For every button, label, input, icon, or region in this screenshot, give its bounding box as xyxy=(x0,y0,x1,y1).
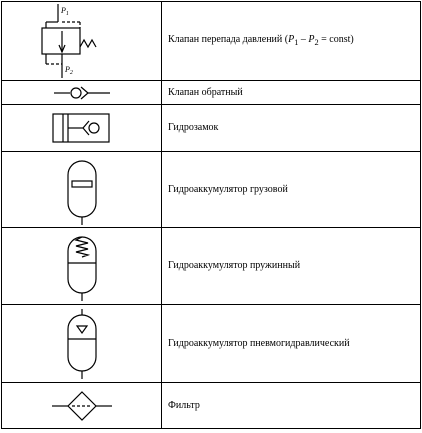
table-row xyxy=(2,2,421,81)
table-row xyxy=(2,105,421,152)
check-valve-icon xyxy=(52,82,112,104)
description-cell xyxy=(162,305,421,383)
description-cell xyxy=(162,105,421,152)
symbol-cell xyxy=(2,152,162,228)
symbols-table xyxy=(1,1,421,429)
spring-accumulator-icon xyxy=(62,229,102,303)
symbol-label-p1: $P_1$ xyxy=(60,6,69,17)
symbol-cell xyxy=(2,228,162,305)
symbol-cell xyxy=(2,105,162,152)
symbol-label-p2: $P_2$ xyxy=(64,65,73,76)
description-cell xyxy=(162,2,421,81)
row-label: Клапан обратный xyxy=(168,86,243,98)
symbol-cell xyxy=(2,2,162,81)
row-label: Гидроаккумулятор грузовой xyxy=(168,183,288,195)
table-row xyxy=(2,152,421,228)
table-row xyxy=(2,81,421,105)
p1-subscript: 1 xyxy=(294,38,299,47)
description-cell xyxy=(162,81,421,105)
p1-symbol: P xyxy=(288,34,295,45)
pressure-difference-valve-icon xyxy=(32,2,132,80)
hydraulic-lock-icon xyxy=(51,108,113,148)
row-label: Гидрозамок xyxy=(168,122,219,133)
symbol-cell xyxy=(2,81,162,105)
label-prefix: Клапан перепада давлений ( xyxy=(168,34,289,45)
row-label: Гидроаккумулятор пружинный xyxy=(168,260,301,271)
pneumohydraulic-accumulator-icon xyxy=(62,307,102,381)
symbol-cell xyxy=(2,305,162,383)
table-row xyxy=(2,383,421,429)
p2-symbol: P xyxy=(308,34,315,45)
filter-icon xyxy=(50,386,114,426)
description-cell xyxy=(162,383,421,429)
description-cell xyxy=(162,152,421,228)
weight-accumulator-icon xyxy=(62,153,102,227)
row-label: Гидроаккумулятор пневмогидравлический xyxy=(168,337,350,349)
table-row xyxy=(2,228,421,305)
p2-subscript: 2 xyxy=(314,38,319,47)
minus-sign: – xyxy=(298,34,309,45)
symbol-cell xyxy=(2,383,162,429)
description-cell xyxy=(162,228,421,305)
label-suffix: = const) xyxy=(318,34,354,45)
row-label: Фильтр xyxy=(168,399,200,411)
table-row xyxy=(2,305,421,383)
